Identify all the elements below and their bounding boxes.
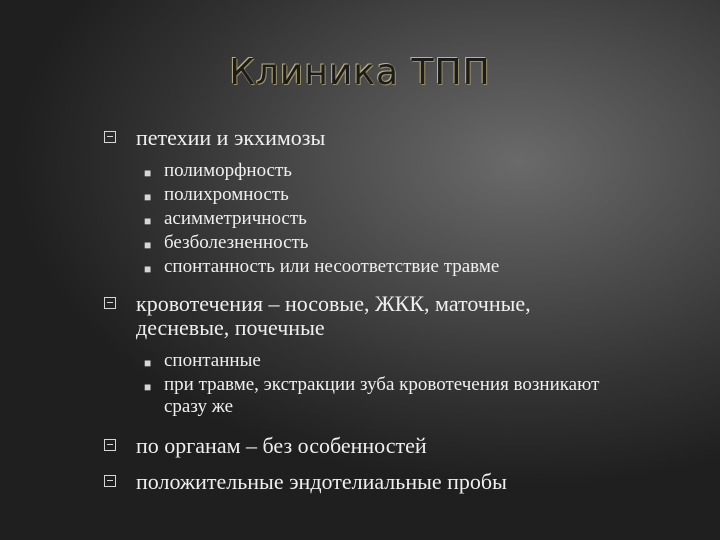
- sub-item: ■ полиморфность: [144, 160, 620, 182]
- sub-list: [104, 160, 620, 278]
- sub-item: ■ при травме, экстракции зуба кровотечения возникают сразу же: [144, 374, 600, 417]
- bullet-item: [104, 126, 620, 150]
- bullet-text: положительные эндотелиальные пробы: [136, 469, 507, 494]
- square-bullet-icon: ■: [144, 262, 152, 276]
- box-bullet-icon: [104, 475, 116, 487]
- square-bullet-icon: ■: [144, 214, 152, 228]
- slide-title: Клиника ТПП: [229, 52, 491, 93]
- sub-item: ■ асимметричность: [144, 208, 620, 230]
- bullet-item: [104, 292, 620, 340]
- bullet-item: [104, 470, 620, 494]
- sub-list: [104, 350, 620, 418]
- square-bullet-icon: ■: [144, 380, 152, 394]
- sub-item: ■ безболезненность: [144, 232, 620, 254]
- box-bullet-icon: [104, 439, 116, 451]
- bullet-text: кровотечения – носовые, ЖКК, маточные, десневые, почечные: [136, 291, 531, 340]
- bullet-list: [104, 126, 620, 506]
- box-bullet-icon: [104, 131, 116, 143]
- sub-item: ■ спонтанные: [144, 350, 620, 372]
- square-bullet-icon: ■: [144, 166, 152, 180]
- sub-item: ■ спонтанность или несоответствие травме: [144, 256, 620, 278]
- bullet-text: по органам – без особенностей: [136, 433, 427, 458]
- sub-item: ■ полихромность: [144, 184, 620, 206]
- square-bullet-icon: ■: [144, 238, 152, 252]
- square-bullet-icon: ■: [144, 190, 152, 204]
- bullet-item: [104, 434, 620, 458]
- bullet-text: петехии и экхимозы: [136, 125, 326, 150]
- square-bullet-icon: ■: [144, 356, 152, 370]
- box-bullet-icon: [104, 297, 116, 309]
